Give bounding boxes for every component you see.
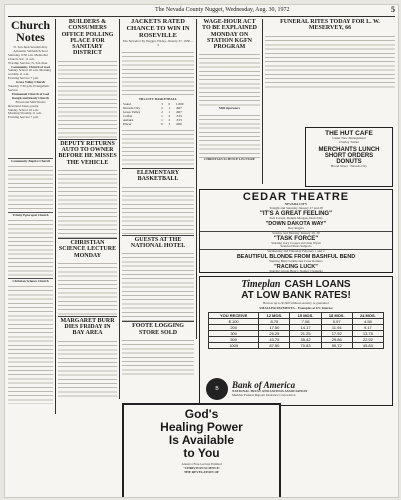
ad-line: Healing Power [160,420,243,434]
ad-line: SHORT ORDERS [324,152,374,159]
text-block [58,59,117,139]
ad-headline: AT LOW BANK RATES! [241,290,351,301]
table-row: 500 43.75 35.42 29.86 22.92 [209,336,384,342]
theatre-title: CEDAR THEATRE [242,191,350,203]
church-line: Morning Worship 11 a.m. [8,111,42,116]
top-rule [8,16,395,17]
column-two [58,19,117,399]
column-five [265,19,395,89]
table-row: 200 17.50 14.17 11.94 9.17 [209,324,384,330]
table-header-row: YOU RECEIVE 12 MOS. 15 MOS. 18 MOS. 24 MOS. [209,312,384,318]
church-line: Sunday School 10 a.m. [8,107,39,112]
table-row: Auburn 1 2 .333 [123,118,182,123]
show-extra: Selected Short Subjects [280,244,312,249]
ad-line: God's [184,407,219,421]
table-caption: SMALLER PAYMENTS... Examples at 6% Interest [259,305,333,310]
timeplan-loan-ad [199,276,393,406]
text-block [58,261,117,316]
ad-copy: Borrow up to $1500 without security or guarantor [263,301,329,305]
headline: DEPUTY RETURNS AUTO TO OWNER BEFORE HE MISSES THE VEHICLE [58,140,117,166]
newspaper-page [4,4,399,498]
table-row: $ 100 8.75 7.08 5.97 4.58 [209,318,384,324]
bank-seal-icon: B [206,378,228,400]
church-line: Reverend Jones, pastor [8,103,39,108]
text-block [199,52,260,107]
headline: WAGE-HOUR ACT TO BE EXPLAINED MONDAY ON STATION KGFN PROGRAM [202,19,257,51]
headline: FOOTE LOGGING STORE SOLD [122,321,194,336]
ad-line: Is Available [168,433,235,447]
ad-line: to You [183,446,220,460]
table-row: Placer 0 3 .000 [123,122,182,127]
lecture-ad [122,403,281,498]
ad-headline: CASH LOANS [284,279,351,290]
table-row: Nevada City 2 1 .667 [123,106,182,111]
text-block [58,168,117,238]
show-stars: Jack Carson, Dennis Morgan, Doris Day [269,215,323,220]
show-stars: Roy Rogers [288,225,304,230]
show-title: "DOWN DAKOTA WAY" [265,220,327,227]
column-divider [262,19,263,184]
headline: CHRISTIAN SCIENCE LECTURE MONDAY [58,239,117,259]
text-block [8,218,53,278]
page-number: 5 [391,5,395,14]
text-block [8,284,53,404]
column-divider [196,19,197,339]
column-divider [55,19,56,414]
headline: FUNERAL RITES TODAY FOR L. W. MESERVEY, 66 [280,19,380,32]
timeplan-brand: Timeplan [241,279,281,290]
section-title: Community Baptist Church [8,158,53,164]
column-three [122,19,194,399]
headline: BUILDERS & CONSUMERS OFFICE POLLING PLACE FOR SANITARY DISTRICT [61,19,114,57]
theatre-city: NEVADA CITY [284,202,308,206]
show-date: Sunday and Monday January 29, 30 [200,231,392,236]
show-title: "TASK FORCE" [273,235,319,242]
church-line: Broad and Mill Streets [15,99,46,104]
table-row: 1000 87.50 70.83 59.72 45.83 [209,342,384,348]
section-title: Trinity Episcopal Church [8,212,53,218]
ad-footer: THE REVELATION OF [183,469,220,474]
text-block [122,128,194,168]
church-notes-column [8,19,53,489]
cedar-theatre-ad [199,189,393,273]
church-line: Grass Valley Church [15,80,46,85]
headline: ELEMENTARY BASKETBALL [122,168,194,183]
dateline: The Nevada City Nugget, Friday, January 27, 1950—3 [122,39,194,48]
show-date: Tonight and Saturday January 27 and 28 [269,205,323,210]
headline: MARGARET BURR DIES FRIDAY IN BAY AREA [58,316,117,337]
show-date: Wednesday and Thursday February 1 and 2 [200,249,392,254]
ad-subtitle: Under New Management [332,136,366,140]
masthead [155,7,395,13]
text-block [8,120,53,158]
text-block [8,164,53,212]
text-block [122,185,194,235]
show-stars: Starring Gary Cooper and Jane Wyatt [271,240,321,245]
church-line: Sunday School 10 a.m. Morning worship 11 a.m. [8,68,51,77]
headline: JACKETS RATED CHANCE TO WIN IN ROSEVILLE [126,19,190,39]
ad-line: MERCHANTS LUNCH [318,146,380,153]
table-title: TRI-CITY BASKETBALL [138,97,178,102]
column-four [199,19,260,189]
section-title: CHRISTIAN SCIENCE LECTURE [204,157,255,162]
church-line: N. San Juan Seventh-Day Adventist Sabbath School [13,45,48,53]
show-title: "RACING LUCK" [274,264,318,271]
loan-table [208,312,384,349]
church-line: Tuesday 7:30 p.m. Evangelistic Service [8,84,50,92]
church-line: Worship Service, N. San Juan [8,60,48,65]
table-row: Grass Valley 2 1 .667 [123,110,182,115]
ad-line: DONUTS [336,158,362,165]
hut-cafe-ad [305,127,393,187]
table-row: 300 26.25 21.25 17.92 13.75 [209,330,384,336]
church-line: Evening Service 7 p.m. [8,115,39,120]
church-heading: Church [10,19,51,32]
show-title: "IT'S A GREAT FEELING" [260,210,332,217]
text-block [199,113,260,158]
church-line: Community Church of God [11,64,50,69]
text-block [122,251,194,321]
show-title: BEAUTIFUL BLONDE FROM BASHFUL BEND [236,254,356,261]
notes-heading: Notes [16,30,45,44]
section-title: Mill Operators [218,106,241,111]
ad-address: Broad Street · Nevada City [331,163,367,168]
text-block [265,34,395,89]
column-divider [119,19,120,399]
church-line: Emmanuel Church of God [11,91,50,96]
church-line: Saturday, 9:30 a.m. Methodist Church, Sat. 11 a.m. [8,52,48,61]
standings-table [122,102,194,126]
table-row: Colfax 1 2 .333 [123,114,182,119]
table-row: Sokol 3 0 1.000 [123,102,184,107]
text-block [122,50,194,98]
ad-owner: Charley Turner [338,139,360,144]
church-line: Rough and Ready Church [12,95,49,100]
headline: GUESTS AT THE NATIONAL HOTEL [122,235,194,250]
church-line: Evening Service 7 p.m. [8,76,39,81]
masthead-title: The Nevada County Nugget, Wednesday, Aug. 30, 1972 [155,7,290,13]
show-stars: Starring Betty Grable and Cesar Romero [269,259,323,264]
bank-name: Bank of America [232,380,296,391]
bank-note: Member Federal Deposit Insurance Corporation [232,393,296,397]
section-title: Christian Science Church [8,278,53,284]
text-block [58,339,117,399]
ad-footer: "CHRISTIAN SCIENCE: [182,465,221,470]
ad-title: THE HUT CAFE [325,130,373,137]
show-stars: Starring Gloria Henry, Stanley Clements [269,269,323,274]
text-block [122,338,194,378]
bank-subtitle: NATIONAL TRUST AND SAVINGS ASSOCIATION [232,389,308,394]
ad-footer: Attend a Free Lecture Entitled [181,462,222,466]
